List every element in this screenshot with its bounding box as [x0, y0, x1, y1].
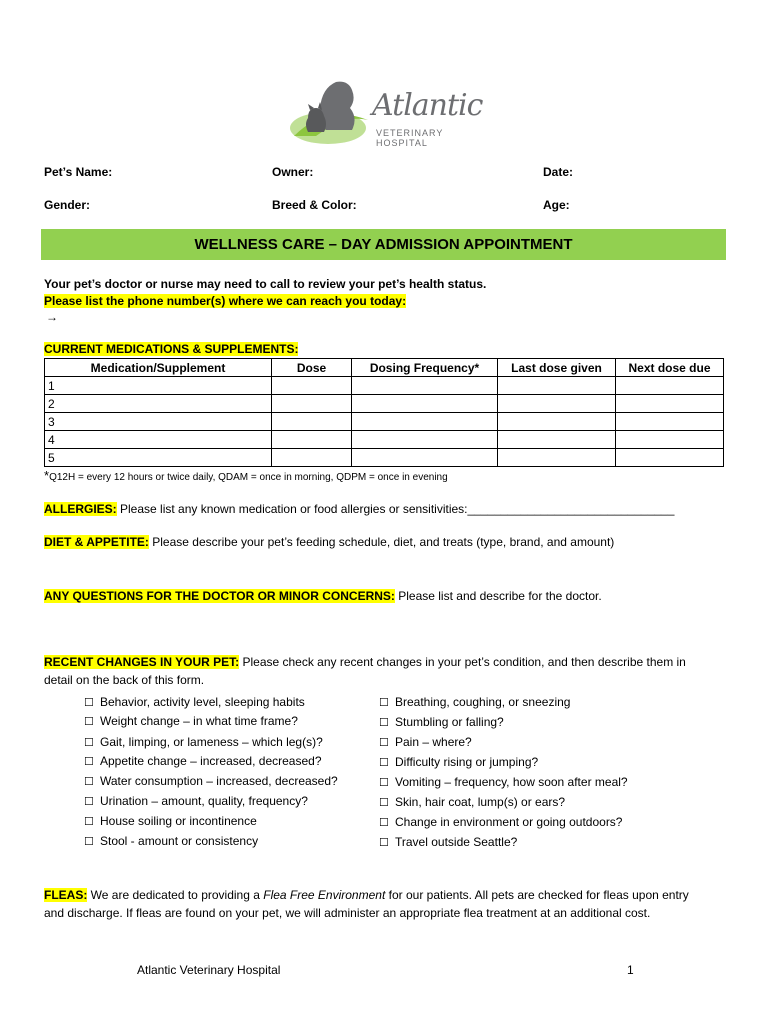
changes-right-column — [379, 695, 628, 855]
gender-label: Gender: — [44, 198, 91, 212]
table-cell[interactable] — [272, 449, 352, 467]
table-cell[interactable] — [498, 431, 616, 449]
table-cell[interactable] — [272, 431, 352, 449]
diet-line — [44, 535, 614, 549]
hospital-logo — [286, 74, 486, 154]
table-cell[interactable] — [498, 395, 616, 413]
checkbox-icon[interactable]: ☐ — [84, 816, 94, 828]
table-cell[interactable] — [616, 413, 724, 431]
table-cell[interactable] — [498, 413, 616, 431]
checkbox-label: Appetite change – increased, decreased? — [100, 754, 322, 768]
phone-intro: Your pet’s doctor or nurse may need to call to review your pet’s health status. — [44, 277, 487, 291]
diet-text: Please describe your pet’s feeding schedule, diet, and treats (type, brand, and amount) — [148, 535, 615, 549]
checkbox-icon[interactable]: ☐ — [84, 697, 94, 709]
checkbox-label: Skin, hair coat, lump(s) or ears? — [395, 795, 566, 809]
checkbox-item[interactable] — [379, 815, 628, 835]
checkbox-label: Gait, limping, or lameness – which leg(s)? — [100, 735, 323, 749]
changes-left-column — [84, 695, 338, 854]
table-row — [45, 431, 724, 449]
checkbox-item[interactable] — [84, 735, 338, 754]
changes-text-2: detail on the back of this form. — [44, 673, 205, 687]
table-row — [45, 413, 724, 431]
logo-subtitle: VETERINARY HOSPITAL — [376, 128, 444, 148]
checkbox-icon[interactable]: ☐ — [379, 737, 389, 749]
table-cell[interactable] — [272, 377, 352, 395]
table-cell[interactable] — [352, 449, 498, 467]
row-number: 2 — [45, 395, 272, 413]
checkbox-item[interactable] — [84, 814, 338, 834]
footnote-star: * — [44, 468, 50, 483]
phone-request: Please list the phone number(s) where we can reach you today: — [44, 294, 407, 308]
medications-heading: CURRENT MEDICATIONS & SUPPLEMENTS: — [44, 342, 299, 356]
questions-text: Please list and describe for the doctor. — [394, 589, 602, 603]
form-title-banner — [41, 229, 726, 260]
dosing-footnote — [44, 468, 448, 483]
table-cell[interactable] — [352, 413, 498, 431]
col-dose: Dose — [272, 359, 352, 377]
row-number: 4 — [45, 431, 272, 449]
checkbox-icon[interactable]: ☐ — [84, 776, 94, 788]
checkbox-icon[interactable]: ☐ — [84, 716, 94, 728]
table-row — [45, 377, 724, 395]
fleas-text-a: We are dedicated to providing a — [87, 888, 264, 902]
checkbox-icon[interactable]: ☐ — [379, 757, 389, 769]
table-cell[interactable] — [352, 377, 498, 395]
fleas-line-2: and discharge. If fleas are found on your pet, we will administer an appropriate flea treatment at an additional cost. — [44, 906, 651, 920]
table-row — [45, 395, 724, 413]
checkbox-label: Urination – amount, quality, frequency? — [100, 794, 308, 808]
checkbox-label: House soiling or incontinence — [100, 814, 257, 828]
allergies-label: ALLERGIES: — [44, 502, 117, 516]
checkbox-item[interactable] — [84, 714, 338, 735]
flea-free-emphasis: Flea Free Environment — [263, 888, 386, 902]
breed-color-label: Breed & Color: — [272, 198, 357, 212]
checkbox-item[interactable] — [84, 794, 338, 814]
checkbox-item[interactable] — [379, 835, 628, 855]
checkbox-label: Weight change – in what time frame? — [100, 714, 298, 728]
table-row — [45, 449, 724, 467]
allergies-text: Please list any known medication or food allergies or sensitivities:_______________________________ — [116, 502, 675, 516]
page-number: 1 — [627, 963, 634, 977]
allergies-line — [44, 502, 674, 516]
row-number: 1 — [45, 377, 272, 395]
col-dosing-frequency: Dosing Frequency* — [352, 359, 498, 377]
checkbox-label: Stool - amount or consistency — [100, 834, 259, 848]
checkbox-label: Breathing, coughing, or sneezing — [395, 695, 571, 709]
checkbox-icon[interactable]: ☐ — [379, 837, 389, 849]
checkbox-label: Change in environment or going outdoors? — [395, 815, 623, 829]
logo-script-text: Atlantic — [372, 88, 483, 123]
questions-line — [44, 589, 602, 603]
table-cell[interactable] — [352, 431, 498, 449]
table-cell[interactable] — [352, 395, 498, 413]
checkbox-icon[interactable]: ☐ — [84, 796, 94, 808]
checkbox-label: Stumbling or falling? — [395, 715, 504, 729]
footer-hospital-name: Atlantic Veterinary Hospital — [137, 963, 281, 977]
changes-intro — [44, 655, 734, 687]
checkbox-item[interactable] — [379, 755, 628, 775]
checkbox-item[interactable] — [379, 695, 628, 715]
checkbox-item[interactable] — [379, 715, 628, 735]
table-cell[interactable] — [272, 395, 352, 413]
table-cell[interactable] — [498, 449, 616, 467]
table-cell[interactable] — [272, 413, 352, 431]
pet-name-label: Pet’s Name: — [44, 165, 113, 179]
checkbox-icon[interactable]: ☐ — [84, 836, 94, 848]
arrow-icon: → — [46, 310, 58, 324]
checkbox-icon[interactable]: ☐ — [379, 717, 389, 729]
checkbox-label: Water consumption – increased, decreased? — [100, 774, 338, 788]
form-title: WELLNESS CARE – DAY ADMISSION APPOINTMENT — [194, 236, 573, 253]
table-cell[interactable] — [616, 431, 724, 449]
footnote-text: Q12H = every 12 hours or twice daily, QDAM = once in morning, QDPM = once in evening — [49, 472, 448, 483]
row-number: 5 — [45, 449, 272, 467]
table-cell[interactable] — [616, 377, 724, 395]
checkbox-item[interactable] — [84, 834, 338, 854]
col-last-dose: Last dose given — [498, 359, 616, 377]
table-cell[interactable] — [616, 449, 724, 467]
medications-table — [44, 358, 724, 467]
checkbox-item[interactable] — [379, 775, 628, 795]
fleas-label: FLEAS: — [44, 888, 88, 902]
checkbox-item[interactable] — [84, 754, 338, 774]
checkbox-label: Behavior, activity level, sleeping habits — [100, 695, 305, 709]
checkbox-item[interactable] — [84, 774, 338, 794]
checkbox-item[interactable] — [84, 695, 338, 714]
checkbox-icon[interactable]: ☐ — [84, 737, 94, 749]
owner-label: Owner: — [272, 165, 314, 179]
checkbox-label: Vomiting – frequency, how soon after meal? — [395, 775, 628, 789]
checkbox-label: Difficulty rising or jumping? — [395, 755, 539, 769]
fleas-text-b: for our patients. All pets are checked for fleas upon entry — [385, 888, 689, 902]
checkbox-icon[interactable]: ☐ — [379, 817, 389, 829]
diet-label: DIET & APPETITE: — [44, 535, 149, 549]
table-cell[interactable] — [498, 377, 616, 395]
fleas-paragraph — [44, 888, 734, 920]
col-medication: Medication/Supplement — [45, 359, 272, 377]
questions-label: ANY QUESTIONS FOR THE DOCTOR OR MINOR CONCERNS: — [44, 589, 395, 603]
table-header-row — [45, 359, 724, 377]
changes-text: Please check any recent changes in your pet’s condition, and then describe them in — [239, 655, 686, 669]
table-cell[interactable] — [616, 395, 724, 413]
checkbox-icon[interactable]: ☐ — [379, 797, 389, 809]
checkbox-icon[interactable]: ☐ — [379, 777, 389, 789]
changes-label: RECENT CHANGES IN YOUR PET: — [44, 655, 240, 669]
date-label: Date: — [543, 165, 574, 179]
checkbox-icon[interactable]: ☐ — [379, 697, 389, 709]
checkbox-label: Travel outside Seattle? — [395, 835, 518, 849]
checkbox-label: Pain – where? — [395, 735, 472, 749]
checkbox-item[interactable] — [379, 795, 628, 815]
checkbox-item[interactable] — [379, 735, 628, 755]
age-label: Age: — [543, 198, 570, 212]
checkbox-icon[interactable]: ☐ — [84, 756, 94, 768]
row-number: 3 — [45, 413, 272, 431]
col-next-dose: Next dose due — [616, 359, 724, 377]
